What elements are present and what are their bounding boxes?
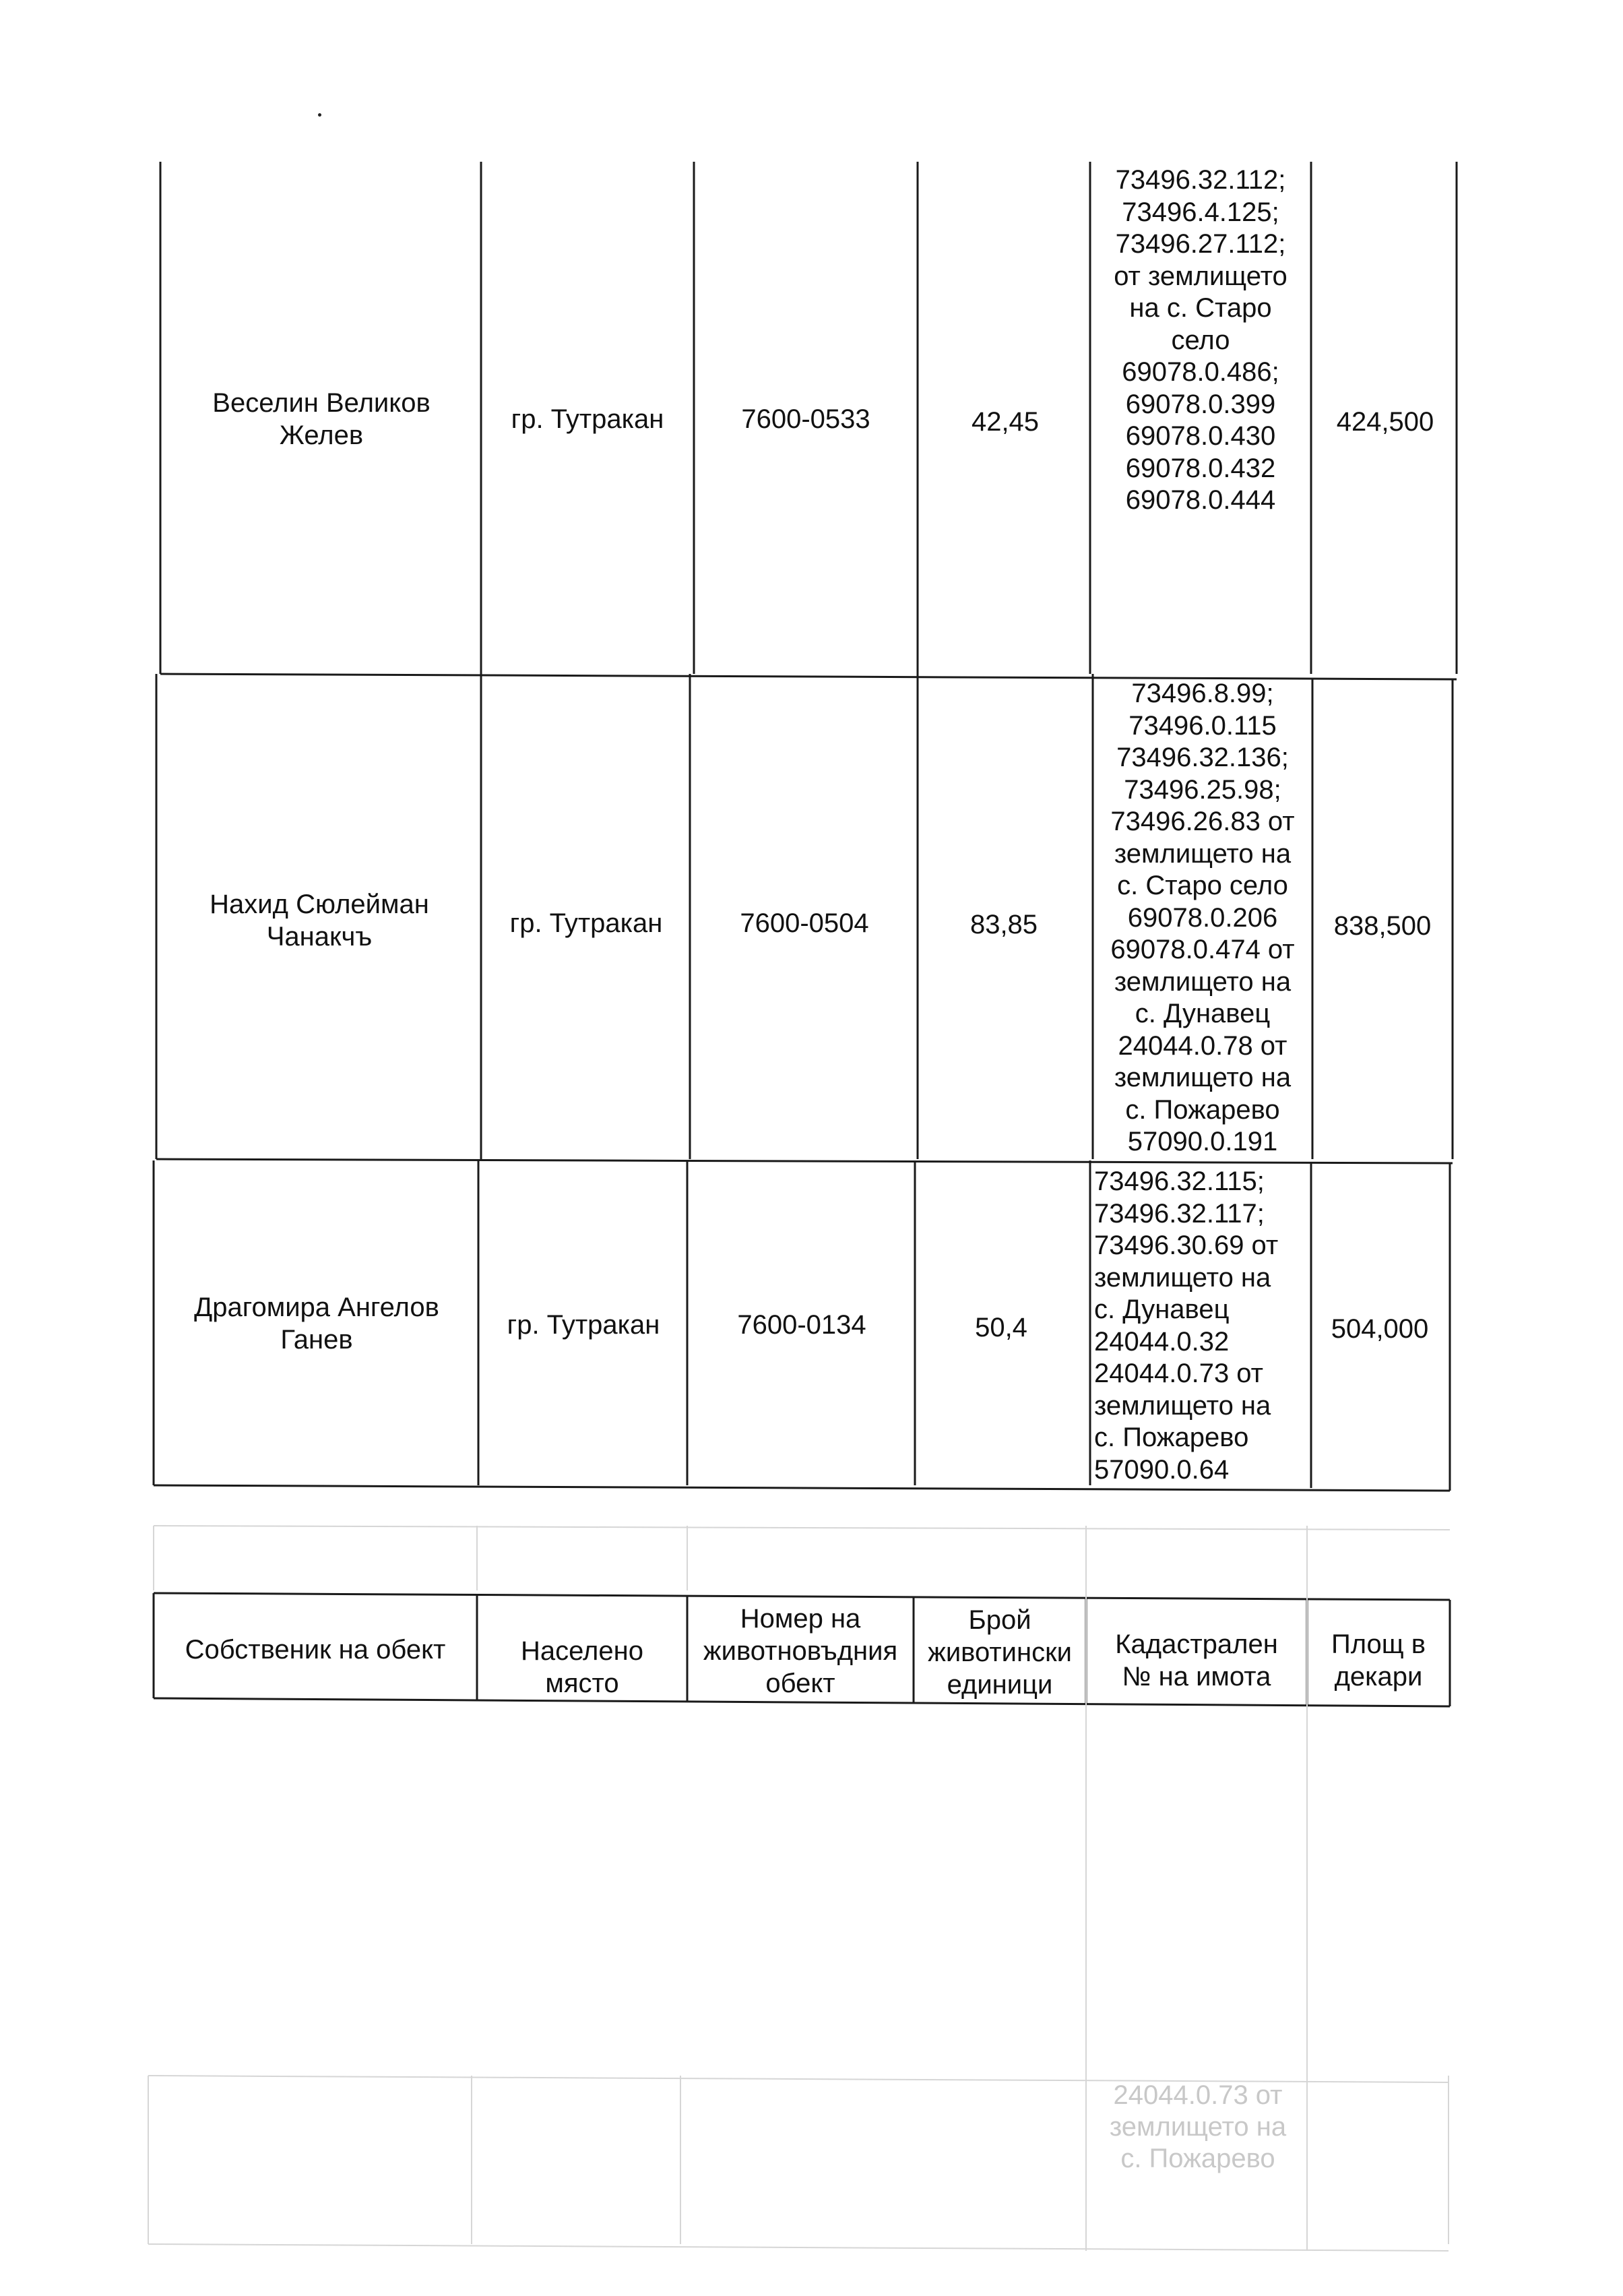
owner-cell: Драгомира Ангелов Ганев	[194, 1293, 439, 1355]
place-cell: гр. Тутракан	[511, 404, 664, 434]
header-object-number: Номер на животновъдния обект	[703, 1604, 898, 1698]
animal-units-cell: 42,45	[971, 407, 1040, 437]
header-area: Площ в декари	[1331, 1630, 1426, 1692]
header-animal-units: Брой животински единици	[928, 1605, 1072, 1700]
place-cell: гр. Тутракан	[507, 1310, 660, 1340]
area-cell: 424,500	[1336, 407, 1434, 437]
header-owner: Собственик на обект	[185, 1635, 446, 1665]
cadastral-cell: 73496.32.115; 73496.32.117; 73496.30.69 от землището на с. Дунавец 24044.0.32 24044.0.73 от землището на с. Пожарево 57090.0.64	[1094, 1167, 1279, 1485]
animal-units-cell: 83,85	[969, 910, 1038, 939]
place-cell: гр. Тутракан	[509, 908, 663, 938]
owner-cell: Нахид Сюлейман Чанакчъ	[210, 890, 429, 952]
area-cell: 838,500	[1333, 911, 1432, 941]
area-cell: 504,000	[1331, 1314, 1429, 1344]
animal-units-cell: 50,4	[975, 1313, 1027, 1342]
bleed-through-text: 24044.0.73 от землището на с. Пожарево	[1109, 2080, 1287, 2173]
cadastral-cell: 73496.32.112; 73496.4.125; 73496.27.112; от землището на с. Старо село 69078.0.486; 69078.0.399 69078.0.430 69078.0.432 69078.0.444	[1114, 165, 1287, 515]
owner-cell: Веселин Великов Желев	[212, 388, 431, 450]
object-number-cell: 7600-0504	[740, 908, 869, 938]
header-place: Населено място	[521, 1636, 643, 1698]
object-number-cell: 7600-0533	[741, 404, 870, 434]
header-cadastral: Кадастрален № на имота	[1115, 1630, 1278, 1692]
cadastral-cell: 73496.8.99; 73496.0.115 73496.32.136; 73496.25.98; 73496.26.83 от землището на с. Старо село 69078.0.206 69078.0.474 от землището на с. Дунавец 24044.0.78 от землището на с. Пожарево 57090.0.191	[1110, 679, 1295, 1156]
object-number-cell: 7600-0134	[737, 1310, 866, 1340]
